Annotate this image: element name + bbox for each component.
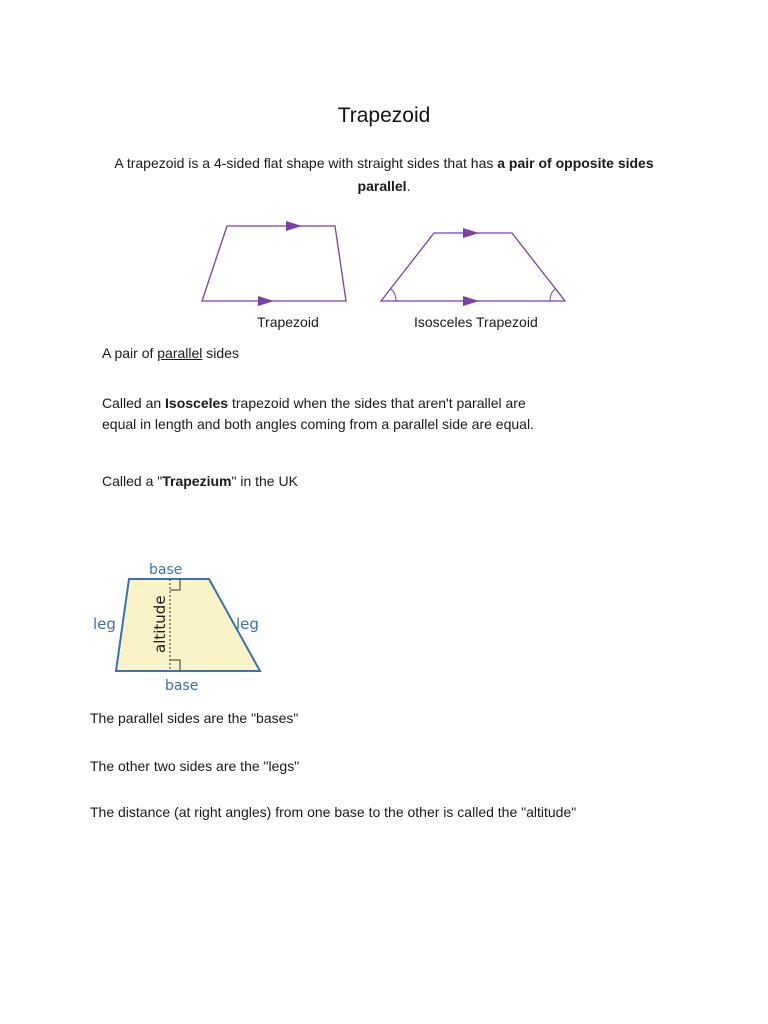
label-leg-left: leg — [93, 615, 116, 633]
angle-arc-left — [391, 289, 396, 301]
label-base-bottom: base — [165, 678, 199, 694]
label-altitude: altitude — [151, 595, 169, 653]
parallel-arrow-bottom-right — [463, 296, 479, 306]
pair-text-after: sides — [202, 345, 239, 361]
trapezium-text-before: Called a " — [102, 473, 163, 489]
label-base-top: base — [149, 562, 183, 578]
isosceles-paragraph — [102, 393, 622, 435]
parallel-arrow-top-left — [286, 221, 302, 231]
pair-of-parallel-sides — [102, 343, 239, 364]
parallel-arrow-top-right — [463, 228, 479, 238]
parallel-underlined: parallel — [157, 345, 203, 361]
parallel-arrow-bottom-left — [258, 296, 274, 306]
isosceles-line-1 — [102, 393, 622, 414]
label-leg-right: leg — [236, 615, 259, 633]
intro-paragraph — [96, 152, 672, 198]
pair-text-before: A pair of — [102, 345, 158, 361]
angle-arc-right — [550, 289, 555, 301]
trapezium-line — [102, 471, 298, 492]
isosceles-trapezoid-shape — [381, 233, 565, 301]
note-legs: The other two sides are the "legs" — [90, 758, 300, 774]
intro-bold-text: a pair of opposite sides parallel — [357, 155, 654, 194]
trapezium-bold: Trapezium — [162, 473, 232, 489]
caption-trapezoid: Trapezoid — [257, 314, 319, 330]
caption-isosceles-trapezoid: Isosceles Trapezoid — [414, 314, 538, 330]
intro-text: A trapezoid is a 4-sided flat shape with straight sides that has — [114, 155, 498, 171]
note-altitude: The distance (at right angles) from one base to the other is called the "altitude" — [90, 804, 577, 820]
intro-period: . — [406, 178, 411, 194]
trapezoid-figures — [195, 218, 575, 310]
trapezoid-parts-diagram — [88, 556, 278, 698]
isosceles-text-after: trapezoid when the sides that aren't parallel are — [228, 395, 526, 411]
trapezoid-shape — [202, 226, 346, 301]
isosceles-bold: Isosceles — [165, 395, 229, 411]
trapezium-text-after: " in the UK — [231, 473, 298, 489]
isosceles-text-before: Called an — [102, 395, 166, 411]
isosceles-line-2: equal in length and both angles coming from a parallel side are equal. — [102, 416, 534, 432]
note-bases: The parallel sides are the "bases" — [90, 710, 299, 726]
page-title: Trapezoid — [337, 104, 431, 127]
